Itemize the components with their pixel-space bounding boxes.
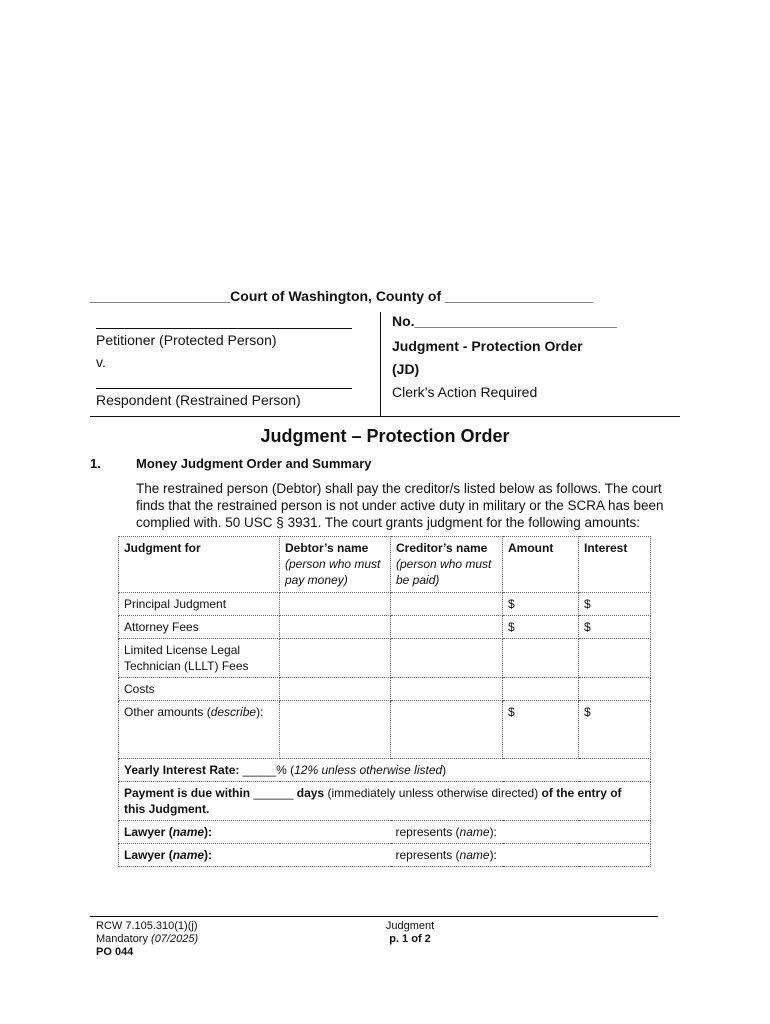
represents-cell[interactable]	[391, 844, 651, 867]
lawyer-label-end: ):	[204, 825, 213, 839]
lawyer-label-end: ):	[204, 848, 213, 862]
amount-cell[interactable]	[503, 678, 579, 701]
interest-rate-note: 12% unless otherwise listed	[294, 763, 443, 777]
caption-parties	[96, 312, 352, 408]
represents-name-hint: name	[459, 848, 490, 862]
creditor-cell[interactable]	[391, 701, 503, 759]
interest-cell[interactable]: $	[579, 701, 651, 759]
header-creditor-label: Creditor’s name	[396, 541, 488, 555]
debtor-cell[interactable]	[280, 701, 391, 759]
payment-cell[interactable]	[119, 782, 651, 821]
creditor-cell[interactable]	[391, 593, 503, 616]
other-label: Other amounts (	[124, 705, 211, 719]
interest-rate-label: Yearly Interest Rate:	[124, 763, 240, 777]
interest-rate-blank: _____% (	[239, 763, 295, 777]
caption-divider	[380, 312, 381, 416]
row-label-other	[119, 701, 280, 759]
creditor-cell[interactable]	[391, 678, 503, 701]
amount-cell[interactable]: $	[503, 593, 579, 616]
debtor-cell[interactable]	[280, 639, 391, 678]
caption-case-info	[392, 312, 632, 400]
section-paragraph: The restrained person (Debtor) shall pay the creditor/s listed below as follows. The court finds that the restrained person is not under active duty in military or the SCRA has been complied with. 50 USC § 3931. The court grants judgment for the following amounts:	[136, 481, 664, 530]
header-debtor-label: Debtor’s name	[285, 541, 369, 555]
payment-row	[119, 782, 651, 821]
interest-rate-cell[interactable]	[119, 759, 651, 782]
interest-cell[interactable]	[579, 678, 651, 701]
page-title: Judgment – Protection Order	[260, 426, 510, 446]
represents-cell[interactable]	[391, 821, 651, 844]
interest-rate-row	[119, 759, 651, 782]
payment-tail: of the entry of this Judgment.	[124, 786, 622, 816]
represents-name-hint: name	[459, 825, 490, 839]
debtor-cell[interactable]	[280, 678, 391, 701]
debtor-cell[interactable]	[280, 616, 391, 639]
header-judgment-for: Judgment for	[119, 537, 280, 593]
other-label-italic: describe	[210, 705, 257, 719]
petitioner-label: Petitioner (Protected Person)	[96, 332, 277, 348]
payment-days: days	[296, 786, 325, 800]
represents-label: represents (	[395, 848, 460, 862]
respondent-label: Respondent (Restrained Person)	[96, 392, 301, 408]
footer-page-number: p. 1 of 2	[389, 933, 431, 945]
payment-blank: ______	[250, 786, 297, 800]
amount-cell[interactable]: $	[503, 701, 579, 759]
header-debtor-sub: (person who must pay money)	[285, 557, 381, 587]
petitioner-name-line[interactable]	[96, 312, 352, 329]
interest-cell[interactable]	[579, 639, 651, 678]
row-label: Limited License Legal Technician (LLLT) Fees	[119, 639, 280, 678]
document-code: (JD)	[392, 361, 420, 377]
footer-form-number: PO 044	[96, 946, 134, 958]
lawyer-name-hint: name	[172, 825, 205, 839]
lawyer-label: Lawyer (	[124, 848, 173, 862]
section-number: 1.	[90, 456, 101, 471]
document-title: Judgment - Protection Order	[392, 338, 583, 354]
represents-end: ):	[489, 825, 497, 839]
row-label: Attorney Fees	[119, 616, 280, 639]
table-row	[119, 616, 651, 639]
versus-label: v.	[96, 354, 106, 370]
table-row	[119, 639, 651, 678]
footer-form-info	[96, 920, 198, 959]
judgment-table	[118, 536, 651, 867]
section-heading: Money Judgment Order and Summary	[136, 456, 372, 471]
court-header: __________________Court of Washington, County of ___________________	[90, 288, 593, 304]
payment-note: (immediately unless otherwise directed)	[324, 786, 542, 800]
payment-label: Payment is due within	[124, 786, 251, 800]
lawyer-cell[interactable]	[119, 844, 391, 867]
footer-mandatory-date: (07/2025)	[151, 933, 199, 945]
row-label: Principal Judgment	[119, 593, 280, 616]
footer-mandatory-label: Mandatory	[96, 933, 152, 945]
creditor-cell[interactable]	[391, 616, 503, 639]
table-row	[119, 678, 651, 701]
amount-cell[interactable]	[503, 639, 579, 678]
caption-rule	[90, 416, 680, 417]
header-creditor	[391, 537, 503, 593]
creditor-cell[interactable]	[391, 639, 503, 678]
footer-doc-name: Judgment	[385, 920, 435, 932]
case-number[interactable]: No.__________________________	[392, 313, 617, 329]
interest-cell[interactable]: $	[579, 616, 651, 639]
clerk-note: Clerk’s Action Required	[392, 384, 538, 400]
amount-cell[interactable]: $	[503, 616, 579, 639]
lawyer-label: Lawyer (	[124, 825, 173, 839]
lawyer-row	[119, 821, 651, 844]
table-row	[119, 593, 651, 616]
interest-rate-end: )	[442, 763, 447, 777]
table-header-row	[119, 537, 651, 593]
header-amount: Amount	[503, 537, 579, 593]
header-debtor	[280, 537, 391, 593]
lawyer-cell[interactable]	[119, 821, 391, 844]
footer-rcw: RCW 7.105.310(1)(j)	[96, 920, 198, 932]
represents-label: represents (	[395, 825, 460, 839]
header-creditor-sub: (person who must be paid)	[396, 557, 492, 587]
represents-end: ):	[489, 848, 497, 862]
other-label-end: ):	[256, 705, 264, 719]
footer-mandatory	[96, 933, 198, 946]
debtor-cell[interactable]	[280, 593, 391, 616]
header-interest: Interest	[579, 537, 651, 593]
footer-page-info	[340, 920, 480, 946]
table-row-other	[119, 701, 651, 759]
footer-rule	[90, 916, 658, 917]
lawyer-row	[119, 844, 651, 867]
respondent-name-line[interactable]	[96, 370, 352, 389]
row-label: Costs	[119, 678, 280, 701]
lawyer-name-hint: name	[172, 848, 205, 862]
interest-cell[interactable]: $	[579, 593, 651, 616]
